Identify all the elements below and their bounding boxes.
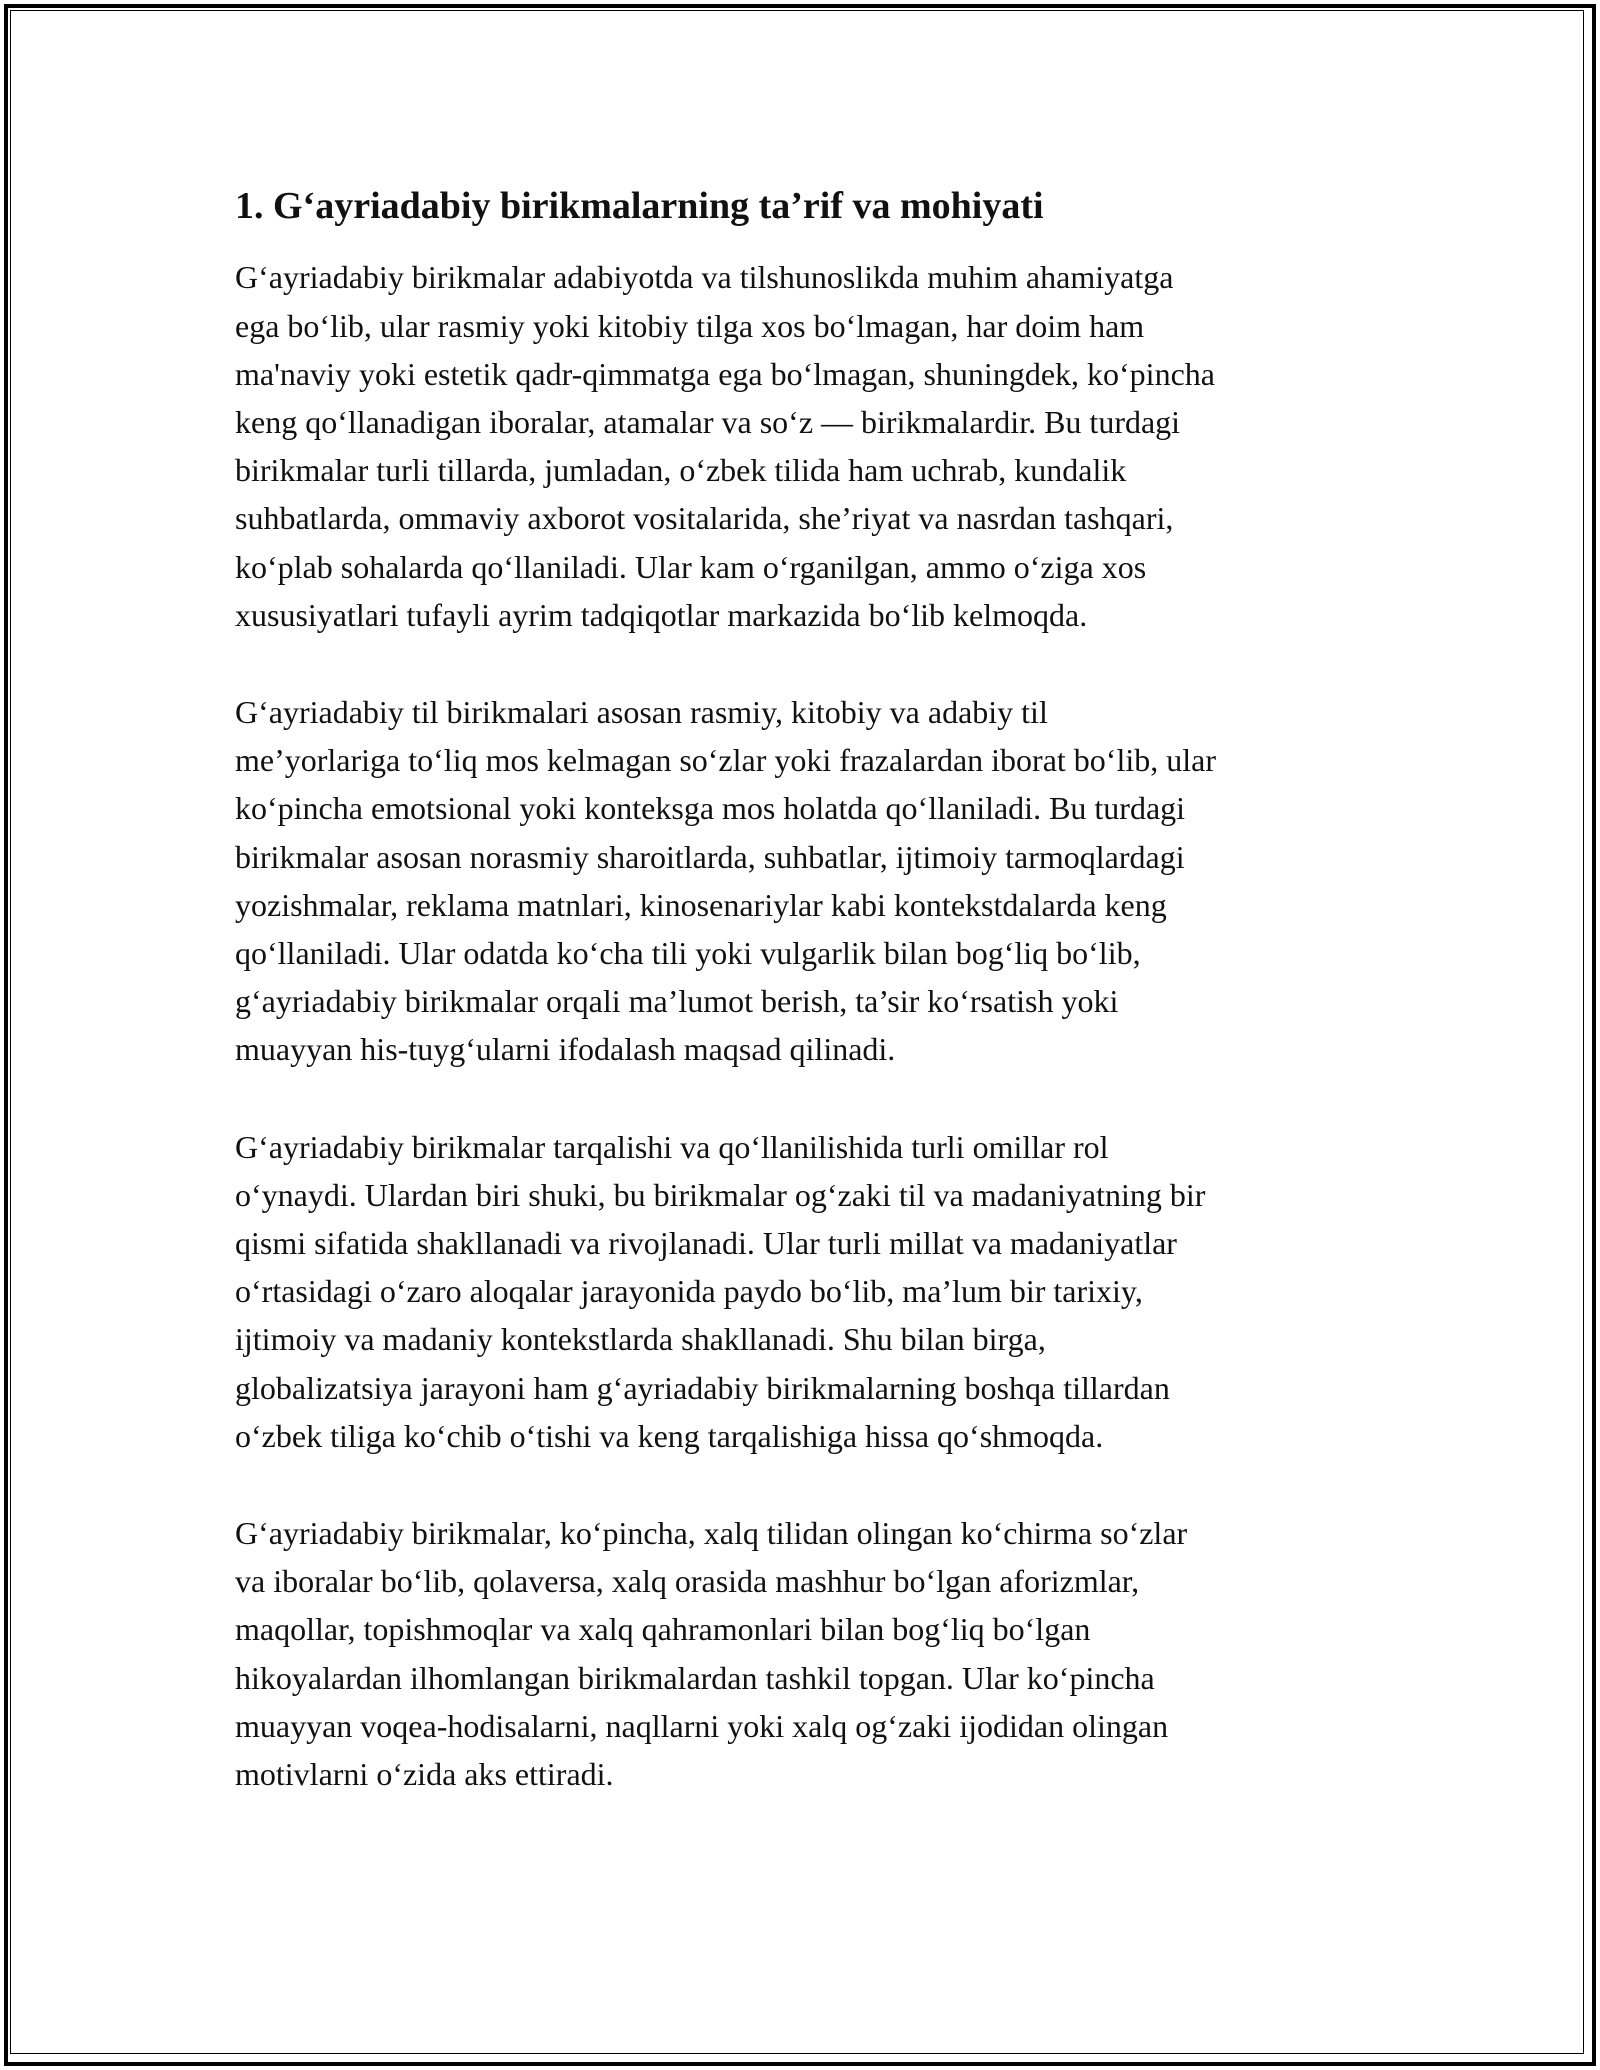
paragraph-line: G‘ayriadabiy birikmalar tarqalishi va qo‘llanilishida turli omillar rol: [235, 1128, 1109, 1165]
paragraph-line: G‘ayriadabiy birikmalar, ko‘pincha, xalq tilidan olingan ko‘chirma so‘zlar: [235, 1515, 1188, 1552]
paragraph-line: ko‘plab sohalarda qo‘llaniladi. Ular kam o‘rganilgan, ammo o‘ziga xos: [235, 548, 1147, 585]
paragraph-line: suhbatlarda, ommaviy axborot vositalarida, she’riyat va nasrdan tashqari,: [235, 500, 1174, 537]
paragraph-line: ko‘pincha emotsional yoki konteksga mos holatda qo‘llaniladi. Bu turdagi: [235, 790, 1186, 827]
paragraph-line: qo‘llaniladi. Ular odatda ko‘cha tili yoki vulgarlik bilan bog‘liq bo‘lib,: [235, 935, 1141, 972]
paragraph-line: maqollar, topishmoqlar va xalq qahramonlari bilan bog‘liq bo‘lgan: [235, 1611, 1091, 1648]
paragraph-line: me’yorlariga to‘liq mos kelmagan so‘zlar yoki frazalardan iborat bo‘lib, ular: [235, 742, 1216, 779]
paragraph-line: qismi sifatida shakllanadi va rivojlanadi. Ular turli millat va madaniyatlar: [235, 1225, 1177, 1262]
paragraph-line: muayyan voqea-hodisalarni, naqllarni yoki xalq og‘zaki ijodidan olingan: [235, 1707, 1169, 1744]
paragraph-3: [235, 1123, 1385, 1460]
paragraph-line: muayyan his-tuyg‘ularni ifodalash maqsad qilinadi.: [235, 1031, 896, 1068]
section-title: 1. G‘ayriadabiy birikmalarning ta’rif va mohiyati: [235, 185, 1044, 227]
paragraph-line: va iboralar bo‘lib, qolaversa, xalq orasida mashhur bo‘lgan aforizmlar,: [235, 1563, 1140, 1600]
paragraph-line: ijtimoiy va madaniy kontekstlarda shakllanadi. Shu bilan birga,: [235, 1321, 1046, 1358]
paragraph-line: ega bo‘lib, ular rasmiy yoki kitobiy tilga xos bo‘lmagan, har doim ham: [235, 307, 1145, 344]
paragraph-line: globalizatsiya jarayoni ham g‘ayriadabiy birikmalarning boshqa tillardan: [235, 1369, 1170, 1406]
paragraph-line: birikmalar turli tillarda, jumladan, o‘zbek tilida ham uchrab, kundalik: [235, 452, 1127, 489]
paragraph-line: g‘ayriadabiy birikmalar orqali ma’lumot berish, ta’sir ko‘rsatish yoki: [235, 983, 1119, 1020]
paragraph-line: xususiyatlari tufayli ayrim tadqiqotlar markazida bo‘lib kelmoqda.: [235, 596, 1088, 633]
paragraph-line: o‘rtasidagi o‘zaro aloqalar jarayonida paydo bo‘lib, ma’lum bir tarixiy,: [235, 1273, 1143, 1310]
document-body: [235, 182, 1385, 1847]
paragraph-4: [235, 1509, 1385, 1798]
paragraph-line: G‘ayriadabiy birikmalar adabiyotda va tilshunoslikda muhim ahamiyatga: [235, 259, 1174, 296]
paragraph-line: o‘zbek tiliga ko‘chib o‘tishi va keng tarqalishiga hissa qo‘shmoqda.: [235, 1417, 1104, 1454]
paragraph-line: birikmalar asosan norasmiy sharoitlarda, suhbatlar, ijtimoiy tarmoqlardagi: [235, 838, 1185, 875]
paragraph-line: motivlarni o‘zida aks ettiradi.: [235, 1756, 614, 1793]
paragraph-line: hikoyalardan ilhomlangan birikmalardan tashkil topgan. Ular ko‘pincha: [235, 1659, 1155, 1696]
paragraph-line: o‘ynaydi. Ulardan biri shuki, bu birikmalar og‘zaki til va madaniyatning bir: [235, 1176, 1206, 1213]
paragraph-line: yozishmalar, reklama matnlari, kinosenariylar kabi kontekstdalarda keng: [235, 886, 1167, 923]
paragraph-2: [235, 688, 1385, 1074]
paragraph-line: ma'naviy yoki estetik qadr-qimmatga ega bo‘lmagan, shuningdek, ko‘pincha: [235, 355, 1215, 392]
paragraph-line: G‘ayriadabiy til birikmalari asosan rasmiy, kitobiy va adabiy til: [235, 694, 1048, 731]
paragraph-1: [235, 253, 1385, 639]
paragraph-line: keng qo‘llanadigan iboralar, atamalar va so‘z — birikmalardir. Bu turdagi: [235, 404, 1181, 440]
